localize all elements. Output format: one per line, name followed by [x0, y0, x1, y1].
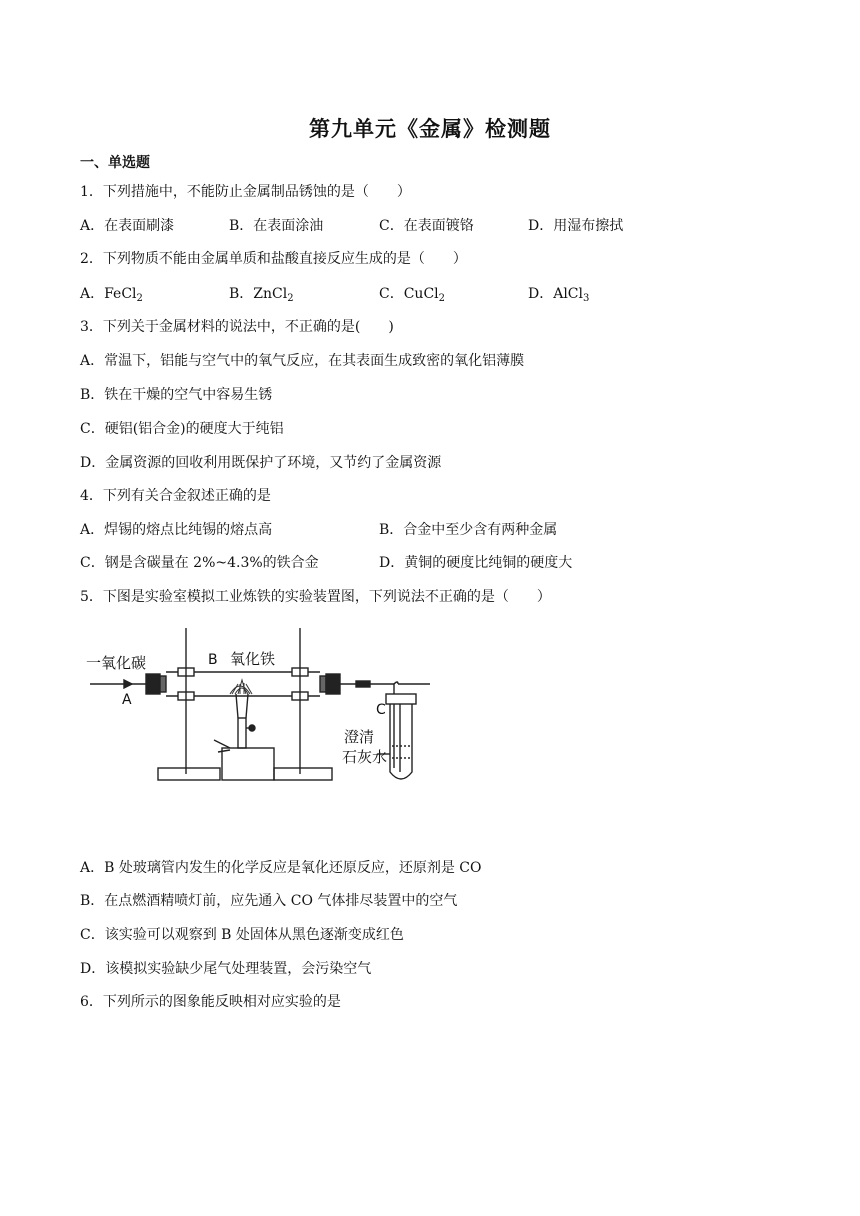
question-4-option-d: D．黄铜的硬度比纯铜的硬度大 — [379, 555, 573, 571]
label-c: C — [376, 702, 386, 718]
question-2-option-d: D．AlCl$_3$ — [528, 286, 590, 304]
question-1-option-d: D．用湿布擦拭 — [528, 218, 624, 234]
question-6-stem: 6．下列所示的图象能反映相对应实验的是 — [80, 994, 341, 1010]
label-a: A — [122, 692, 132, 708]
question-3-option-c: C．硬铝(铝合金)的硬度大于纯铝 — [80, 421, 284, 437]
question-2-stem: 2．下列物质不能由金属单质和盐酸直接反应生成的是（ ） — [80, 251, 467, 267]
label-limewater-line1: 澄清 — [344, 728, 375, 746]
question-5-option-a: A．B 处玻璃管内发生的化学反应是氧化还原反应，还原剂是 CO — [80, 860, 482, 876]
question-4-stem: 4．下列有关合金叙述正确的是 — [80, 488, 271, 504]
label-iron-oxide: 氧化铁 — [230, 650, 276, 668]
stand-base-left — [158, 768, 220, 780]
section-heading: 一、单选题 — [80, 155, 150, 171]
question-4-option-a: A．焊锡的熔点比纯锡的熔点高 — [80, 522, 273, 538]
question-5-option-d: D．该模拟实验缺少尾气处理装置，会污染空气 — [80, 961, 372, 977]
question-5-stem: 5．下图是实验室模拟工业炼铁的实验装置图，下列说法不正确的是（ ） — [80, 589, 551, 605]
stand-base-right — [274, 768, 332, 780]
question-5-option-c: C．该实验可以观察到 B 处固体从黑色逐渐变成红色 — [80, 927, 404, 943]
left-stopper — [124, 674, 166, 694]
question-3-option-d: D．金属资源的回收利用既保护了环境，又节约了金属资源 — [80, 455, 442, 471]
label-limewater-line2: 石灰水 — [342, 748, 388, 766]
question-3-stem: 3．下列关于金属材料的说法中，不正确的是( ) — [80, 319, 394, 335]
page-title: 第九单元《金属》检测题 — [309, 117, 551, 141]
question-4-option-c: C．钢是含碳量在 2%~4.3%的铁合金 — [80, 555, 319, 571]
question-2-option-b: B．ZnCl$_2$ — [229, 286, 294, 304]
question-3-option-a: A．常温下，铝能与空气中的氧气反应，在其表面生成致密的氧化铝薄膜 — [80, 353, 525, 369]
question-1-option-a: A．在表面刷漆 — [80, 218, 175, 234]
question-1-stem: 1．下列措施中，不能防止金属制品锈蚀的是（ ） — [80, 184, 411, 200]
question-1-option-b: B．在表面涂油 — [229, 218, 324, 234]
question-5-option-b: B．在点燃酒精喷灯前，应先通入 CO 气体排尽装置中的空气 — [80, 893, 458, 909]
alcohol-lamp — [214, 694, 274, 780]
question-1-option-c: C．在表面镀铬 — [379, 218, 474, 234]
label-carbon-monoxide: 一氧化碳 — [86, 654, 147, 672]
iron-smelting-apparatus-diagram — [80, 628, 440, 788]
question-4-option-b: B．合金中至少含有两种金属 — [379, 522, 558, 538]
question-3-option-b: B．铁在干燥的空气中容易生锈 — [80, 387, 273, 403]
label-b: B — [208, 652, 218, 668]
question-2-option-c: C．CuCl$_2$ — [379, 286, 446, 304]
question-2-option-a: A．FeCl$_2$ — [80, 286, 143, 304]
iron-oxide-sample — [230, 680, 252, 694]
